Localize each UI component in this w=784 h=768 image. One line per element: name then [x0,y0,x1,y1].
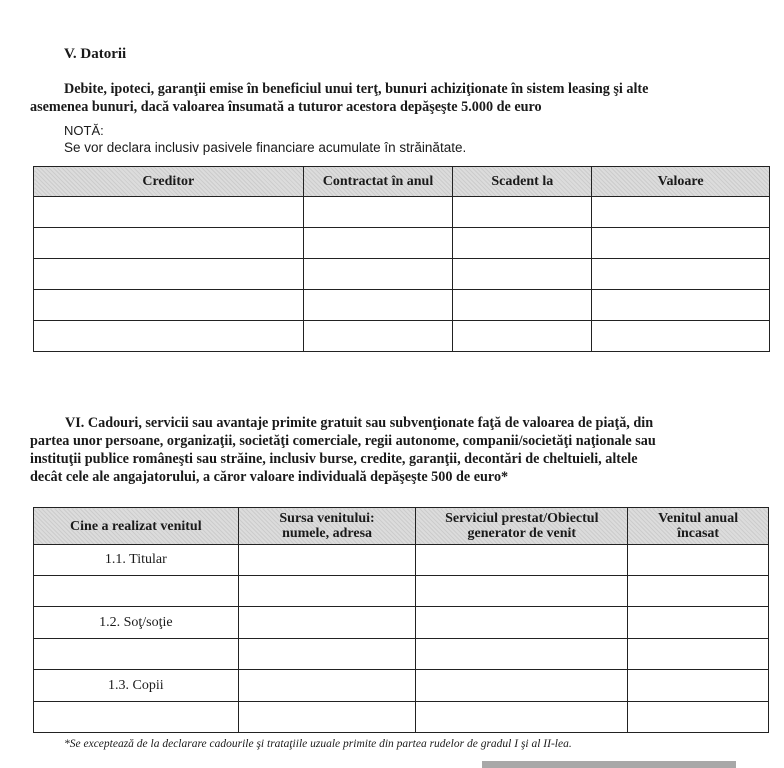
table-cell[interactable] [592,321,770,352]
table-cell[interactable] [416,607,628,639]
table-cell[interactable] [238,670,416,702]
table-row [34,259,770,290]
row-label-copii: 1.3. Copii [34,670,239,702]
table-cell[interactable] [416,702,628,733]
table-row [34,545,769,576]
col-creditor: Creditor [34,167,304,197]
table-cell[interactable] [628,576,769,607]
col-venitul-anual [628,508,769,545]
table-row [34,576,769,607]
section-6-title-line1: VI. Cadouri, servicii sau avantaje primite gratuit sau subvenţionate faţă de valoarea de piaţă, din [65,415,654,431]
col-sursa-venitului-line2: numele, adresa [282,526,373,541]
table-cell[interactable] [453,197,592,228]
table-cell[interactable] [34,259,304,290]
debts-table [33,166,770,352]
table-cell[interactable] [416,545,628,576]
section-5-description-line2: asemenea bunuri, dacă valoarea însumată a tuturor acestora depăşeşte 5.000 de euro [30,99,542,115]
table-cell[interactable] [628,607,769,639]
col-scadent-la: Scadent la [453,167,592,197]
table-cell[interactable] [453,228,592,259]
table-cell[interactable] [238,545,416,576]
section-5-description [30,80,764,116]
table-cell[interactable] [592,259,770,290]
table-row [34,290,770,321]
table-cell[interactable] [628,545,769,576]
col-serviciul-prestat-line1: Serviciul prestat/Obiectul [445,511,599,526]
table-cell[interactable] [416,576,628,607]
table-cell[interactable] [303,321,453,352]
table-cell[interactable] [238,607,416,639]
col-sursa-venitului [238,508,416,545]
table-cell[interactable] [416,639,628,670]
col-sursa-venitului-line1: Sursa venitului: [279,511,375,526]
section-5-description-line1: Debite, ipoteci, garanţii emise în beneficiul unui terţ, bunuri achiziţionate în sistem leasing şi alte [64,81,649,97]
table-row [34,670,769,702]
section-6-title-line4: decât cele ale angajatorului, a căror valoare individuală depăşeşte 500 de euro* [30,469,509,485]
table-cell[interactable] [238,576,416,607]
section-6-title-line2: partea unor persoane, organizaţii, societăţi comerciale, regii autonome, companii/societăţi naţionale sau [30,433,656,449]
gifts-table-header [34,508,769,545]
col-valoare: Valoare [592,167,770,197]
table-cell[interactable] [628,639,769,670]
section-6-title-line3: instituţii publice româneşti sau străine, inclusiv burse, credite, garanţii, decontări de cheltuieli, altele [30,451,638,467]
section-6-title [30,414,775,486]
table-row [34,639,769,670]
footnote: *Se exceptează de la declarare cadourile şi trataţiile uzuale primite din partea rudelor de gradul I şi al II-lea. [64,738,572,750]
table-cell[interactable] [34,290,304,321]
table-cell[interactable] [453,290,592,321]
col-serviciul-prestat-line2: generator de venit [467,526,577,541]
table-cell[interactable] [628,702,769,733]
col-venitul-anual-line2: încasat [677,526,720,541]
table-row [34,197,770,228]
col-serviciul-prestat [416,508,628,545]
table-cell[interactable] [238,639,416,670]
table-cell[interactable] [303,197,453,228]
table-cell[interactable] [628,670,769,702]
col-contractat-in-anul: Contractat în anul [303,167,453,197]
table-cell[interactable] [416,670,628,702]
col-venitul-anual-line1: Venitul anual [658,511,739,526]
table-cell[interactable] [34,702,239,733]
table-cell[interactable] [592,290,770,321]
table-cell[interactable] [592,197,770,228]
table-cell[interactable] [453,321,592,352]
table-cell[interactable] [34,576,239,607]
note-label: NOTĂ: [64,123,104,138]
row-label-sot-sotie: 1.2. Soţ/soţie [34,607,239,639]
table-row [34,321,770,352]
debts-table-header [34,167,770,197]
table-row [34,607,769,639]
table-cell[interactable] [303,228,453,259]
table-cell[interactable] [238,702,416,733]
table-cell[interactable] [453,259,592,290]
gifts-table [33,507,769,733]
table-row [34,702,769,733]
col-cine-a-realizat-venitul: Cine a realizat venitul [34,508,239,545]
note-text: Se vor declara inclusiv pasivele financiare acumulate în străinătate. [64,140,467,155]
table-cell[interactable] [34,321,304,352]
table-cell[interactable] [303,259,453,290]
table-row [34,228,770,259]
row-label-titular: 1.1. Titular [34,545,239,576]
table-cell[interactable] [34,197,304,228]
table-cell[interactable] [592,228,770,259]
table-cell[interactable] [34,228,304,259]
table-cell[interactable] [34,639,239,670]
table-cell[interactable] [303,290,453,321]
page-edge-bar [482,761,736,768]
section-5-title: V. Datorii [64,46,127,62]
